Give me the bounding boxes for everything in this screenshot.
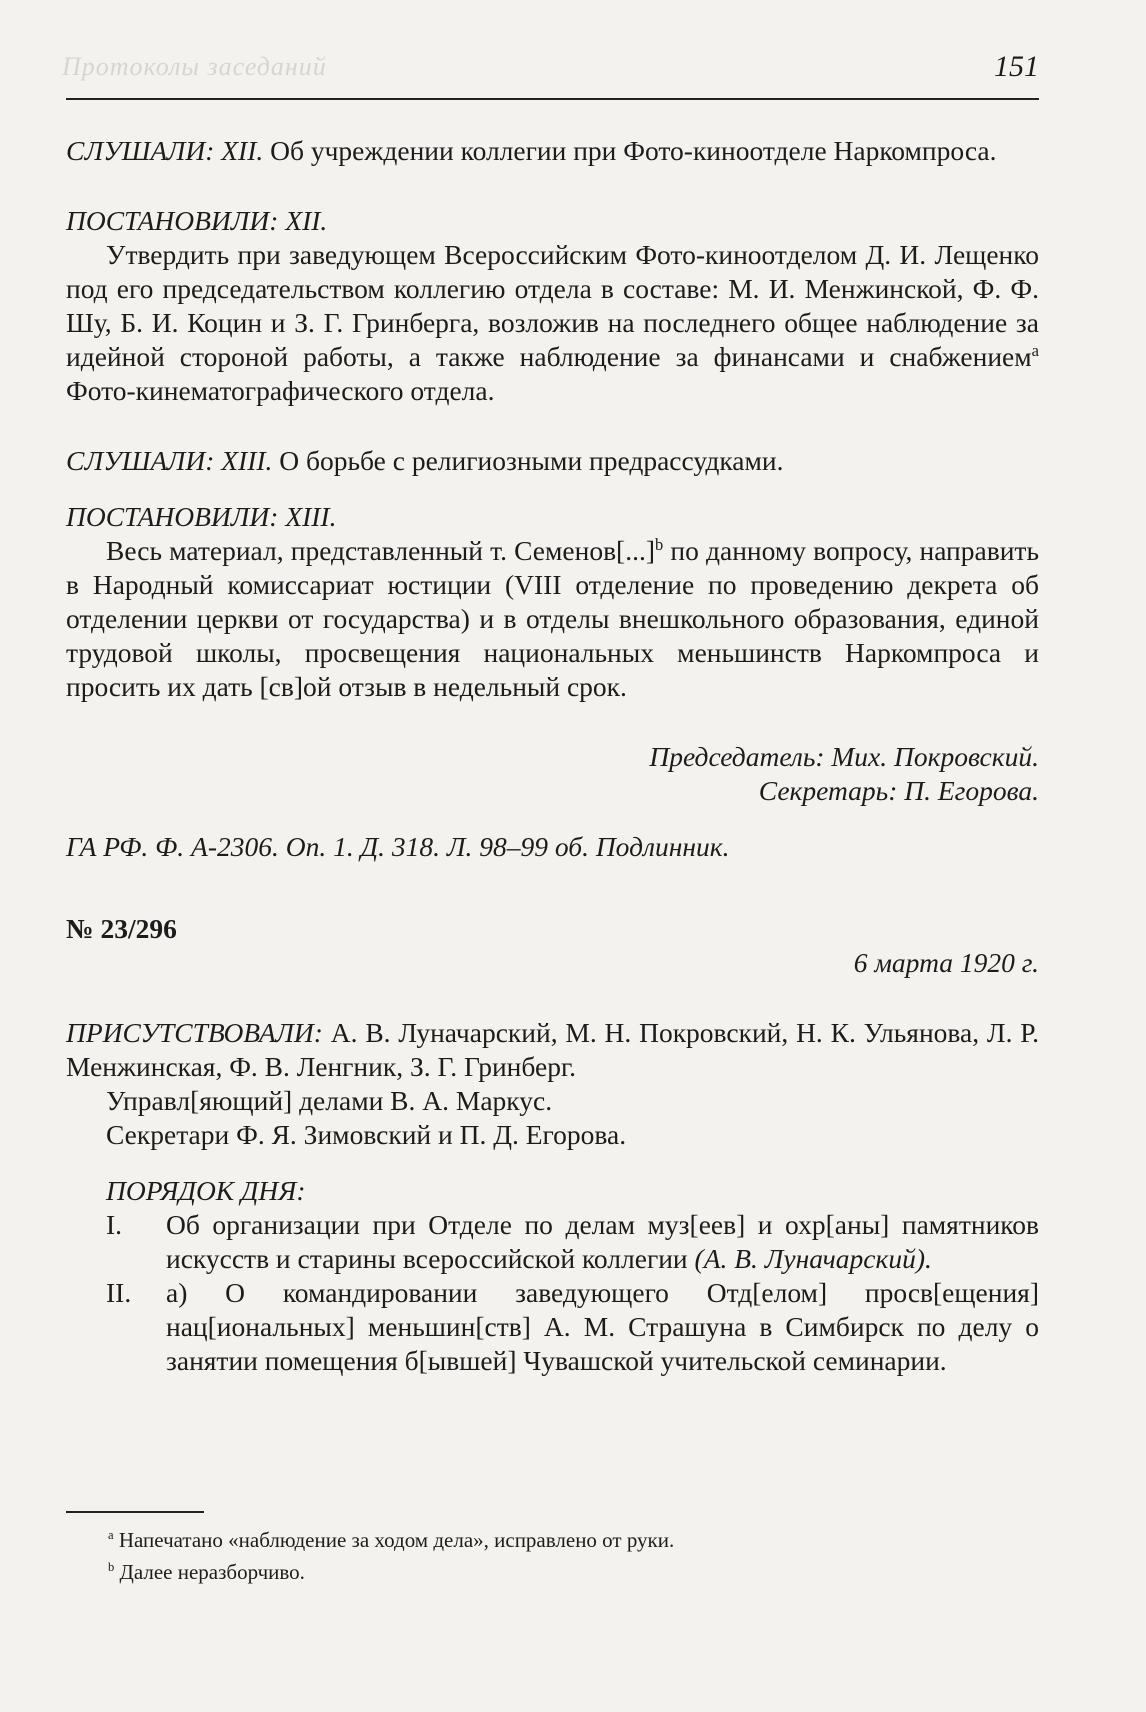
heard-xiii: [66, 444, 1039, 478]
agenda-item: [66, 1208, 1039, 1276]
secretary-signature: Секретарь: П. Егорова.: [758, 775, 1039, 806]
attendees-label: ПРИСУТСТВОВАЛИ:: [66, 1017, 323, 1048]
document-date: 6 марта 1920 г.: [853, 947, 1039, 978]
footnote-mark: b: [655, 534, 664, 554]
document-number: № 23/296: [66, 913, 177, 944]
attendees: [66, 1016, 1039, 1084]
footnote-text: Напечатано «наблюдение за ходом дела», исправлено от руки.: [118, 1528, 675, 1552]
chairman-signature: Председатель: Мих. Покровский.: [649, 741, 1039, 772]
heard-text: О борьбе с религиозными предрассудками.: [279, 445, 784, 476]
footnote-text: Далее неразборчиво.: [119, 1560, 305, 1584]
agenda-label: ПОРЯДОК ДНЯ:: [106, 1175, 306, 1206]
running-title: Протоколы заседаний: [62, 52, 327, 81]
main-text: [66, 134, 1039, 1378]
agenda-item: [66, 1276, 1039, 1378]
heard-label: СЛУШАЛИ: XII.: [66, 135, 264, 166]
footnote-rule: [66, 1511, 204, 1513]
resolved-xii-text: [66, 238, 1039, 408]
footnote: [108, 1524, 1008, 1556]
resolved-text-b: по данному вопросу, направить в Народный комиссариат юстиции (VIII отделение по проведению декрета об отделении церкви от государства) и в отделы внешкольного образования, единой трудовой школы, просвещения национальных меньшинств Наркомпроса и просить их дать [св]ой отзыв в недельный срок.: [66, 535, 1039, 702]
resolved-label: ПОСТАНОВИЛИ: XIII.: [66, 501, 337, 532]
resolved-label: ПОСТАНОВИЛИ: XII.: [66, 205, 328, 236]
footnote-mark: a: [1031, 340, 1039, 360]
header-rule: [66, 98, 1039, 100]
agenda-text: а) О командировании заведующего Отд[елом] просв[ещения] нац[иональных] меньшин[ств] А. М. Страшуна в Симбирск по делу о занятии помещения б[ывшей] Чувашской учительской семинарии.: [166, 1277, 1039, 1376]
resolved-text-a: Весь материал, представленный т. Семенов[...]: [106, 535, 655, 566]
footnote-mark: a: [108, 1528, 114, 1542]
agenda-number: I.: [106, 1209, 123, 1240]
business-manager: Управл[яющий] делами В. А. Маркус.: [106, 1085, 553, 1116]
resolved-text-b: Фото-кинематографического отдела.: [66, 375, 495, 406]
heard-text: Об учреждении коллегии при Фото-киноотделе Наркомпроса.: [270, 135, 997, 166]
resolved-text-a: Утвердить при заведующем Всероссийским Фото-киноотделом Д. И. Лещенко под его председательством коллегию отдела в составе: М. И. Менжинской, Ф. Ф. Шу, Б. И. Коцин и З. Г. Гринберга, возложив на последнего общее наблюдение за идейной стороной работы, а также наблюдение за финансами и снабжением: [66, 239, 1039, 372]
heard-xii: [66, 134, 1039, 168]
footnote-mark: b: [108, 1560, 115, 1574]
agenda-number: II.: [106, 1277, 132, 1308]
agenda-speaker: (А. В. Луначарский).: [694, 1243, 932, 1274]
footnotes: [108, 1524, 1008, 1588]
agenda-text: Об организации при Отделе по делам муз[еев] и охр[аны] памятников искусств и старины всероссийской коллегии: [166, 1209, 1039, 1274]
resolved-xiii-text: [66, 534, 1039, 704]
page-number: 151: [994, 50, 1039, 83]
footnote: [108, 1556, 1008, 1588]
secretaries: Секретари Ф. Я. Зимовский и П. Д. Егорова.: [106, 1119, 627, 1150]
heard-label: СЛУШАЛИ: XIII.: [66, 445, 273, 476]
attendees-text: А. В. Луначарский, М. Н. Покровский, Н. К. Ульянова, Л. Р. Менжинская, Ф. В. Ленгник, З. Г. Гринберг.: [66, 1017, 1040, 1082]
archive-reference: ГА РФ. Ф. А-2306. Оп. 1. Д. 318. Л. 98–99 об. Подлинник.: [66, 831, 730, 862]
